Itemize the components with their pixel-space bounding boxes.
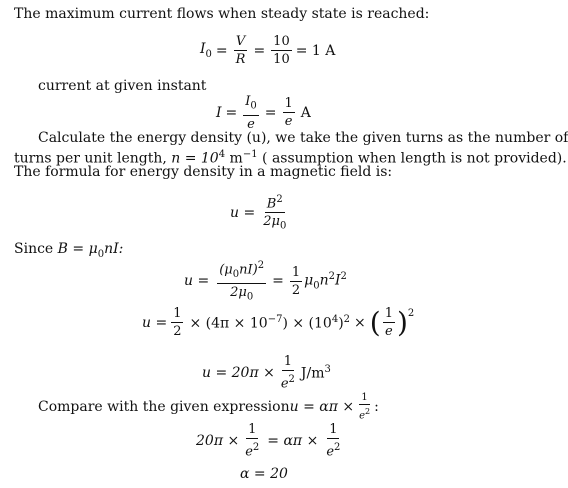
eq6-fden-sup: 2 bbox=[288, 374, 295, 385]
eq4-den-sub: 0 bbox=[246, 291, 254, 303]
eq4-num-tail: nI) bbox=[239, 262, 258, 278]
eq4-tail-sub: 0 bbox=[313, 280, 320, 292]
eq4-fnum: 1 bbox=[291, 264, 301, 280]
eq7-frac-left bbox=[243, 422, 261, 459]
eq3-num-sup: 2 bbox=[276, 194, 283, 205]
eq4-tail3: I bbox=[334, 272, 341, 289]
para2-d: ( assumption when length is not provided). bbox=[257, 150, 567, 167]
eq6-fden: e bbox=[280, 376, 289, 392]
compare-text: Compare with the given expression bbox=[38, 398, 290, 415]
eq3-frac bbox=[261, 192, 288, 234]
eq7-lhs: 20π × bbox=[196, 432, 240, 449]
paragraph-line-3: The formula for energy density in a magnetic field is: bbox=[14, 164, 393, 180]
eq7-rnum: 1 bbox=[329, 422, 338, 437]
eq7-fden: e bbox=[245, 444, 253, 460]
eq6-unit: J/m bbox=[300, 365, 325, 382]
para2-c-sup: −1 bbox=[242, 149, 258, 160]
compare-fden: e bbox=[359, 410, 366, 422]
eq5-t4: × bbox=[354, 314, 366, 331]
equation-numeric: u = $\frac{1}{2}$ × $(4\pi \times 10^{-7}) \times (10^4)^2$ × ( $\frac{1}{e}$ ) $^2$ bbox=[142, 305, 415, 339]
para2-c: m bbox=[225, 150, 243, 167]
equation-compare bbox=[196, 422, 344, 459]
eq4-lhs: u = bbox=[184, 273, 210, 290]
eq1-num2: 10 bbox=[273, 34, 290, 49]
eq5-lhs: u = bbox=[142, 314, 168, 331]
equation-energy-density bbox=[230, 192, 290, 234]
eq4-fden: 2 bbox=[291, 282, 301, 298]
equation-substitution bbox=[184, 258, 347, 305]
eq7-fnum: 1 bbox=[248, 422, 257, 437]
since-text: Since bbox=[14, 241, 58, 257]
equation-max-current: $I_0$ = $\frac{V}{R}$ = $\frac{10}{10}$ = 1 A bbox=[200, 34, 336, 67]
text-line-2: current at given instant bbox=[38, 78, 207, 94]
eq5-frac-paren bbox=[383, 306, 395, 339]
eq2-num1-sub: 0 bbox=[250, 100, 257, 112]
eq1-den2: 10 bbox=[273, 52, 290, 67]
para2-b: n = 10 bbox=[171, 150, 219, 167]
eq4-den: 2μ bbox=[230, 284, 247, 300]
eq4-frac-1 bbox=[217, 258, 266, 305]
eq6-fnum: 1 bbox=[283, 354, 293, 369]
eq6-lhs: u = 20π × bbox=[202, 364, 275, 381]
eq2-den1: e bbox=[247, 116, 255, 132]
eq4-num-sup: 2 bbox=[257, 260, 265, 271]
eq7-mid: = απ × bbox=[267, 432, 319, 449]
eq4-num-sub: 0 bbox=[232, 268, 240, 280]
eq2-num2: 1 bbox=[284, 96, 293, 112]
compare-fden-sup: 2 bbox=[365, 407, 371, 416]
eq5-t2: ) × (10 bbox=[282, 315, 332, 332]
para2-b-sup: 4 bbox=[218, 149, 226, 160]
eq4-tail: μ bbox=[304, 272, 314, 289]
eq5-pnum: 1 bbox=[384, 306, 393, 321]
since-sub: 0 bbox=[97, 248, 105, 260]
eq2-den2: e bbox=[284, 114, 293, 130]
eq2-rhs: A bbox=[300, 104, 311, 121]
eq5-t2-sup: 4 bbox=[331, 313, 339, 325]
eq3-num: B bbox=[266, 196, 277, 212]
eq7-frac-right bbox=[324, 422, 342, 459]
eq5-t1: × (4π × 10 bbox=[189, 315, 268, 332]
equation-instant-current: I = $\frac{I_0}{e}$ = $\frac{1}{e}$ A bbox=[216, 94, 311, 132]
eq5-pden: e bbox=[384, 324, 393, 339]
para2-a: turns per unit length, bbox=[14, 150, 172, 167]
since-tail: nI: bbox=[104, 241, 124, 257]
compare-frac bbox=[357, 392, 372, 421]
eq5-fden: 2 bbox=[173, 324, 182, 339]
equation-alpha bbox=[240, 466, 288, 482]
eq1-den1: R bbox=[235, 52, 246, 67]
eq5-t1-sup: −7 bbox=[267, 313, 283, 325]
eq5-p-sup: 2 bbox=[407, 308, 415, 319]
eq4-tail3-sup: 2 bbox=[340, 271, 347, 283]
eq7-rden: e bbox=[326, 444, 335, 460]
eq6-frac bbox=[279, 354, 297, 391]
eq2-frac-1 bbox=[243, 94, 259, 132]
eq5-t3-sup: 2 bbox=[343, 313, 351, 325]
eq7-fden-sup: 2 bbox=[252, 442, 260, 453]
eq4-mid: = bbox=[272, 273, 284, 290]
eq5-t3: ) bbox=[338, 315, 344, 332]
eq4-tail2-sup: 2 bbox=[328, 271, 335, 283]
eq1-num1: V bbox=[235, 34, 246, 49]
eq4-frac-2 bbox=[290, 265, 302, 298]
eq4-tail2: n bbox=[319, 272, 329, 289]
compare-colon: : bbox=[374, 398, 379, 415]
eq3-lhs: u = bbox=[230, 204, 256, 221]
eq3-den: 2μ bbox=[263, 214, 280, 230]
eq1-frac-2 bbox=[271, 34, 292, 67]
eq5-fnum: 1 bbox=[173, 306, 182, 321]
eq3-den-sub: 0 bbox=[279, 220, 287, 232]
eq4-num: (μ bbox=[219, 262, 233, 278]
eq1-lhs: I bbox=[200, 41, 206, 58]
equation-result-density bbox=[202, 354, 331, 391]
eq2-frac-2 bbox=[283, 96, 295, 129]
since-line bbox=[14, 241, 123, 263]
eq6-unit-sup: 3 bbox=[324, 363, 331, 375]
paragraph-line-1: Calculate the energy density (u), we take the given turns as the number of bbox=[38, 130, 568, 146]
eq1-rhs: = 1 A bbox=[295, 42, 336, 59]
eq7-rden-sup: 2 bbox=[334, 442, 341, 453]
eq8-text: α = 20 bbox=[240, 466, 288, 482]
compare-line bbox=[38, 392, 379, 421]
since-expr: B = μ bbox=[57, 241, 98, 257]
compare-fnum: 1 bbox=[361, 392, 368, 403]
eq1-lhs-sub: 0 bbox=[205, 48, 212, 60]
eq5-frac-half bbox=[171, 306, 183, 339]
text-line-1: The maximum current flows when steady state is reached: bbox=[14, 6, 430, 22]
eq2-lhs: I bbox=[216, 104, 222, 121]
compare-expr: u = απ × bbox=[289, 398, 355, 415]
eq1-frac-1 bbox=[234, 34, 248, 67]
eq2-num1: I bbox=[245, 94, 251, 109]
